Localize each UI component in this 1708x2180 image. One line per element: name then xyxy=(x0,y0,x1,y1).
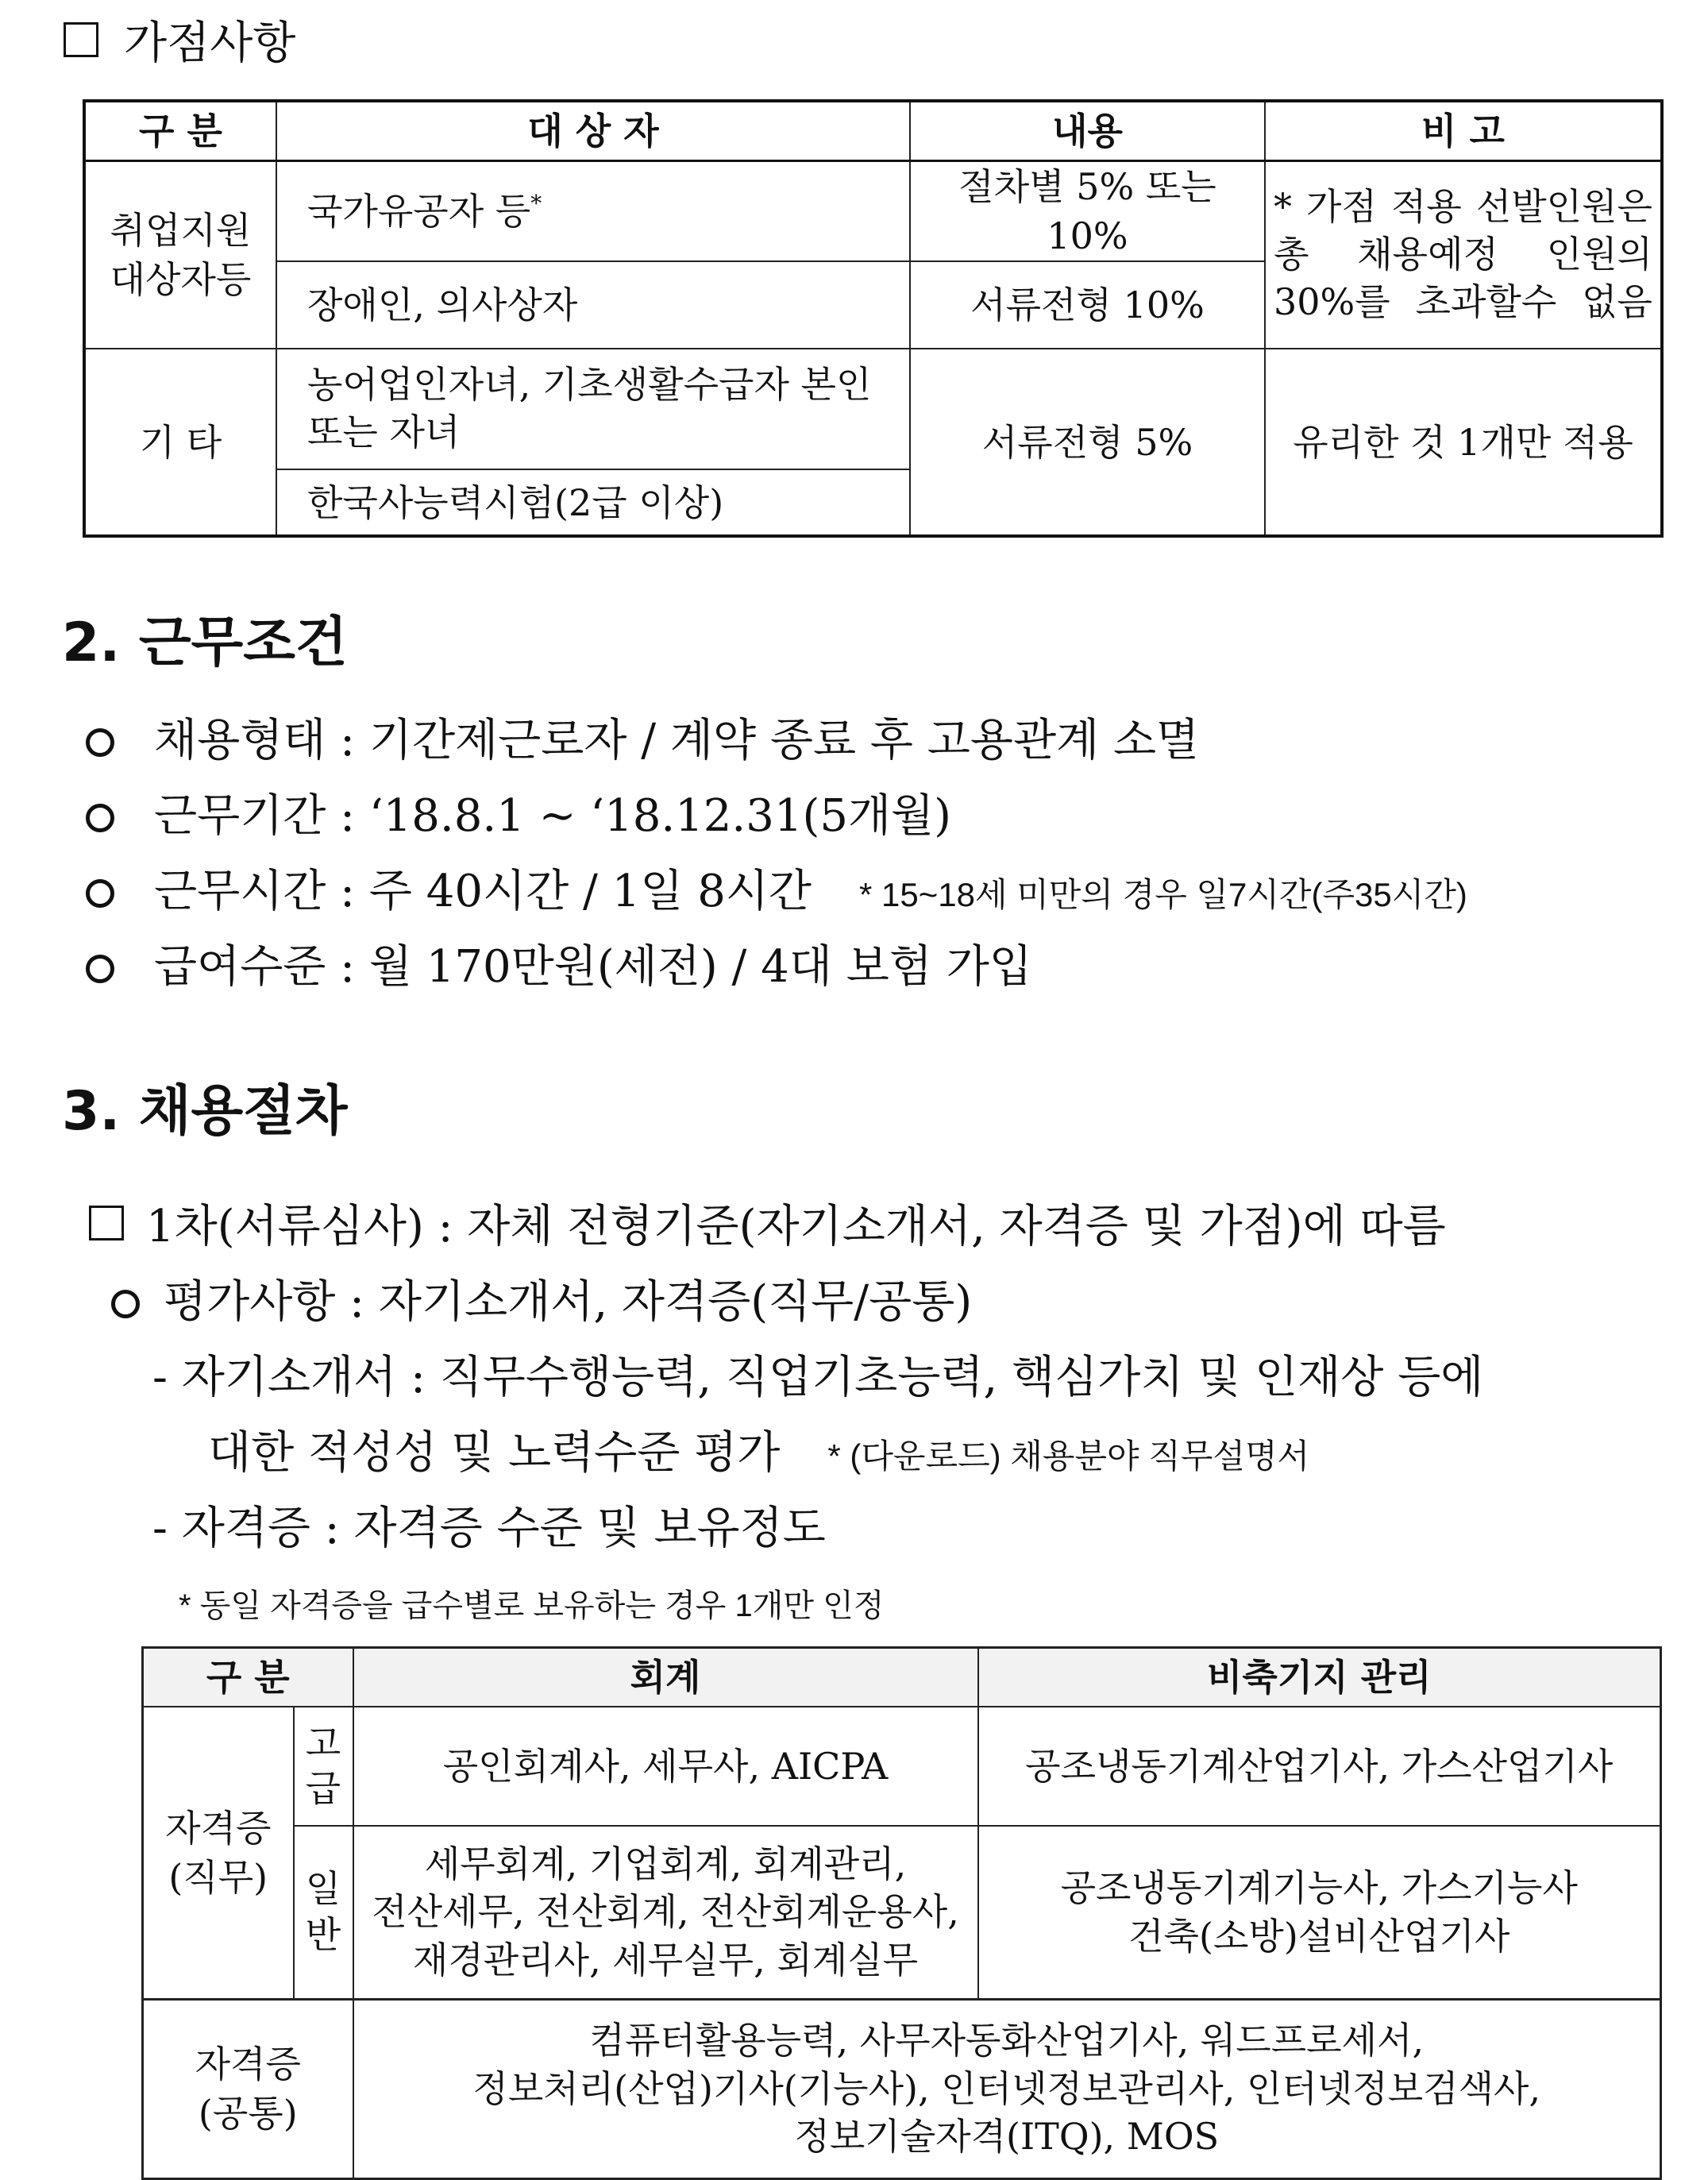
certificate-table xyxy=(141,1646,1662,2180)
remarks-cell: * 가점 적용 선발인원은 총 채용예정 인원의 30%를 초과할수 없음 xyxy=(1265,161,1662,349)
header-target: 대 상 자 xyxy=(276,101,910,161)
list-item xyxy=(86,856,1467,920)
circle-bullet-icon xyxy=(86,955,114,983)
header-category: 구 분 xyxy=(143,1648,353,1707)
header-remarks: 비 고 xyxy=(1265,101,1662,161)
bonus-section-title xyxy=(64,8,295,71)
list-item-text: 채용형태 : 기간제근로자 / 계약 종료 후 고용관계 소멸 xyxy=(154,715,1200,766)
target-cell: 농어업인자녀, 기초생활수급자 본인 또는 자녀 xyxy=(276,349,910,469)
table-row xyxy=(84,349,1662,469)
target-cell: 장애인, 의사상자 xyxy=(276,261,910,349)
footnote-mark: * xyxy=(530,190,542,217)
checkbox-square-icon xyxy=(64,22,98,57)
group-other: 기 타 xyxy=(84,349,276,536)
certificate-table-header xyxy=(143,1648,1661,1707)
procedure-heading: 3. 채용절차 xyxy=(62,1080,348,1143)
stage1-text: 1차(서류심사) : 자체 전형기준(자기소개서, 자격증 및 가점)에 따름 xyxy=(146,1201,1446,1252)
bonus-table-header xyxy=(84,101,1662,161)
content-cell: 서류전형 5% xyxy=(910,349,1265,536)
stage1-line xyxy=(89,1191,1446,1255)
list-item-note: * 15~18세 미만의 경우 일7시간(주35시간) xyxy=(859,876,1467,913)
list-item xyxy=(86,781,951,844)
bonus-table xyxy=(83,99,1664,538)
job-description-note: * (다운로드) 채용분야 직무설명서 xyxy=(827,1437,1310,1475)
advanced-reserve-cell: 공조냉동기계산업기사, 가스산업기사 xyxy=(978,1707,1661,1826)
table-row xyxy=(84,161,1662,262)
intro-line-1: - 자기소개서 : 직무수행능력, 직업기초능력, 핵심가치 및 인재상 등에 xyxy=(152,1352,1484,1403)
table-row xyxy=(143,1999,1661,2178)
list-item-text: 급여수준 : 월 170만원(세전) / 4대 보험 가입 xyxy=(154,941,1032,993)
advanced-level-label: 고 급 xyxy=(294,1707,353,1826)
list-item xyxy=(86,705,1199,769)
intro-line-2 xyxy=(208,1418,1309,1481)
remarks-cell: 유리한 것 1개만 적용 xyxy=(1265,349,1662,536)
eval-items-text: 평가사항 : 자기소개서, 자격증(직무/공통) xyxy=(164,1276,973,1328)
target-cell xyxy=(276,161,910,262)
list-item xyxy=(111,1267,972,1330)
general-level-label: 일 반 xyxy=(294,1826,353,1999)
header-accounting: 회계 xyxy=(353,1648,978,1707)
general-accounting-cell: 세무회계, 기업회계, 회계관리, 전산세무, 전산회계, 전산회계운용사, 재경관리사, 세무실무, 회계실무 xyxy=(353,1826,978,1999)
target-text: 국가유공자 등 xyxy=(307,190,531,233)
table-row xyxy=(143,1707,1661,1826)
header-content: 내용 xyxy=(910,101,1265,161)
list-item-text: 근무기간 : ‘18.8.1 ~ ‘18.12.31(5개월) xyxy=(154,790,951,842)
cert-note: * 동일 자격증을 급수별로 보유하는 경우 1개만 인정 xyxy=(179,1588,885,1623)
checkbox-square-icon xyxy=(89,1206,124,1240)
work-conditions-heading: 2. 근무조건 xyxy=(62,612,348,674)
circle-bullet-icon xyxy=(86,879,114,908)
general-reserve-cell: 공조냉동기계기능사, 가스기능사 건축(소방)설비산업기사 xyxy=(978,1826,1661,1999)
circle-bullet-icon xyxy=(86,728,114,757)
intro-line-2-text: 대한 적성성 및 노력수준 평가 xyxy=(208,1427,781,1479)
list-item xyxy=(86,932,1032,995)
common-certs-cell: 컴퓨터활용능력, 사무자동화산업기사, 워드프로세서, 정보처리(산업)기사(기능사), 인터넷정보관리사, 인터넷정보검색사, 정보기술자격(ITQ), MOS xyxy=(353,1999,1661,2178)
list-item-text: 근무시간 : 주 40시간 / 1일 8시간 xyxy=(154,866,812,917)
job-cert-label: 자격증 (직무) xyxy=(143,1707,294,1999)
header-reserve-base: 비축기지 관리 xyxy=(978,1648,1661,1707)
group-employment-support: 취업지원 대상자등 xyxy=(84,161,276,349)
common-cert-label: 자격증 (공통) xyxy=(143,1999,353,2178)
cert-line: - 자격증 : 자격증 수준 및 보유정도 xyxy=(152,1503,826,1554)
circle-bullet-icon xyxy=(86,804,114,832)
advanced-accounting-cell: 공인회계사, 세무사, AICPA xyxy=(353,1707,978,1826)
bonus-title-text: 가점사항 xyxy=(124,17,296,69)
content-cell: 절차별 5% 또는 10% xyxy=(910,161,1265,262)
circle-bullet-icon xyxy=(111,1290,140,1318)
target-cell: 한국사능력시험(2급 이상) xyxy=(276,469,910,536)
content-cell: 서류전형 10% xyxy=(910,261,1265,349)
table-row xyxy=(143,1826,1661,1999)
header-category: 구 분 xyxy=(84,101,276,161)
